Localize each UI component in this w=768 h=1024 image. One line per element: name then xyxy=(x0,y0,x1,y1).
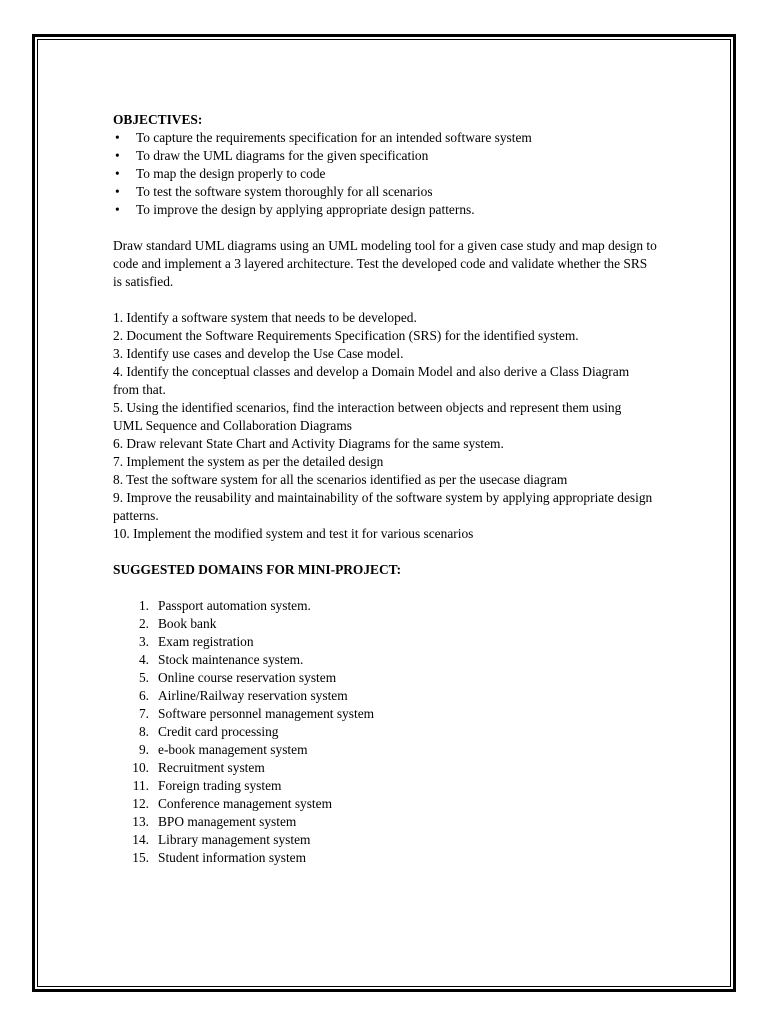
domain-item: 13. BPO management system xyxy=(132,814,297,829)
document-body xyxy=(113,111,658,867)
domain-item: 12. Conference management system xyxy=(132,796,333,811)
domains-heading: SUGGESTED DOMAINS FOR MINI-PROJECT: xyxy=(113,562,402,577)
domain-item: 8. Credit card processing xyxy=(138,724,279,739)
bullet-icon: • xyxy=(115,184,120,199)
domain-item: 10. Recruitment system xyxy=(132,760,265,775)
objective-item: • To map the design properly to code xyxy=(115,166,326,181)
steps-list xyxy=(113,309,658,543)
domain-item: 2. Book bank xyxy=(138,616,217,631)
objective-item: • To test the software system thoroughly for all scenarios xyxy=(115,184,433,199)
bullet-icon: • xyxy=(115,148,120,163)
step-item: 1. Identify a software system that needs to be developed. xyxy=(113,310,417,325)
step-item: 10. Implement the modified system and test it for various scenarios xyxy=(113,526,474,541)
domain-item: 6. Airline/Railway reservation system xyxy=(138,688,348,703)
domain-item: 7. Software personnel management system xyxy=(138,706,375,721)
domain-item: 5. Online course reservation system xyxy=(138,670,337,685)
domain-item: 14. Library management system xyxy=(132,832,311,847)
bullet-icon: • xyxy=(115,202,120,217)
bullet-icon: • xyxy=(115,166,120,181)
objective-item: • To draw the UML diagrams for the given specification xyxy=(115,148,429,163)
domain-item: 1. Passport automation system. xyxy=(138,598,311,613)
domain-item: 9. e-book management system xyxy=(138,742,308,757)
domain-item: 15. Student information system xyxy=(132,850,307,865)
step-item: 4. Identify the conceptual classes and develop a Domain Model and also derive a Class Diagram from that. xyxy=(113,364,630,397)
step-item: 2. Document the Software Requirements Specification (SRS) for the identified system. xyxy=(113,328,579,343)
bullet-icon: • xyxy=(115,130,120,145)
domain-item: 11. Foreign trading system xyxy=(132,778,282,793)
objective-item: • To improve the design by applying appropriate design patterns. xyxy=(115,202,475,217)
domain-item: 3. Exam registration xyxy=(138,634,254,649)
objective-item: • To capture the requirements specification for an intended software system xyxy=(115,130,532,145)
step-item: 7. Implement the system as per the detailed design xyxy=(113,454,384,469)
step-item: 9. Improve the reusability and maintainability of the software system by applying appropriate design patterns. xyxy=(113,490,653,523)
step-item: 5. Using the identified scenarios, find the interaction between objects and represent them using xyxy=(113,400,622,415)
objectives-heading: OBJECTIVES: xyxy=(113,112,203,127)
step-item: 8. Test the software system for all the scenarios identified as per the usecase diagram xyxy=(113,472,568,487)
step-item: 6. Draw relevant State Chart and Activity Diagrams for the same system. xyxy=(113,436,504,451)
objectives-list xyxy=(113,129,658,219)
domain-item: 4. Stock maintenance system. xyxy=(138,652,304,667)
intro-paragraph: Draw standard UML diagrams using an UML modeling tool for a given case study and map design to code and implement a 3 layered architecture. Test the developed code and validate whether the SRS is satisfied. xyxy=(113,238,657,289)
step-item: UML Sequence and Collaboration Diagrams xyxy=(113,418,352,433)
domains-list xyxy=(113,597,658,867)
step-item: 3. Identify use cases and develop the Use Case model. xyxy=(113,346,404,361)
